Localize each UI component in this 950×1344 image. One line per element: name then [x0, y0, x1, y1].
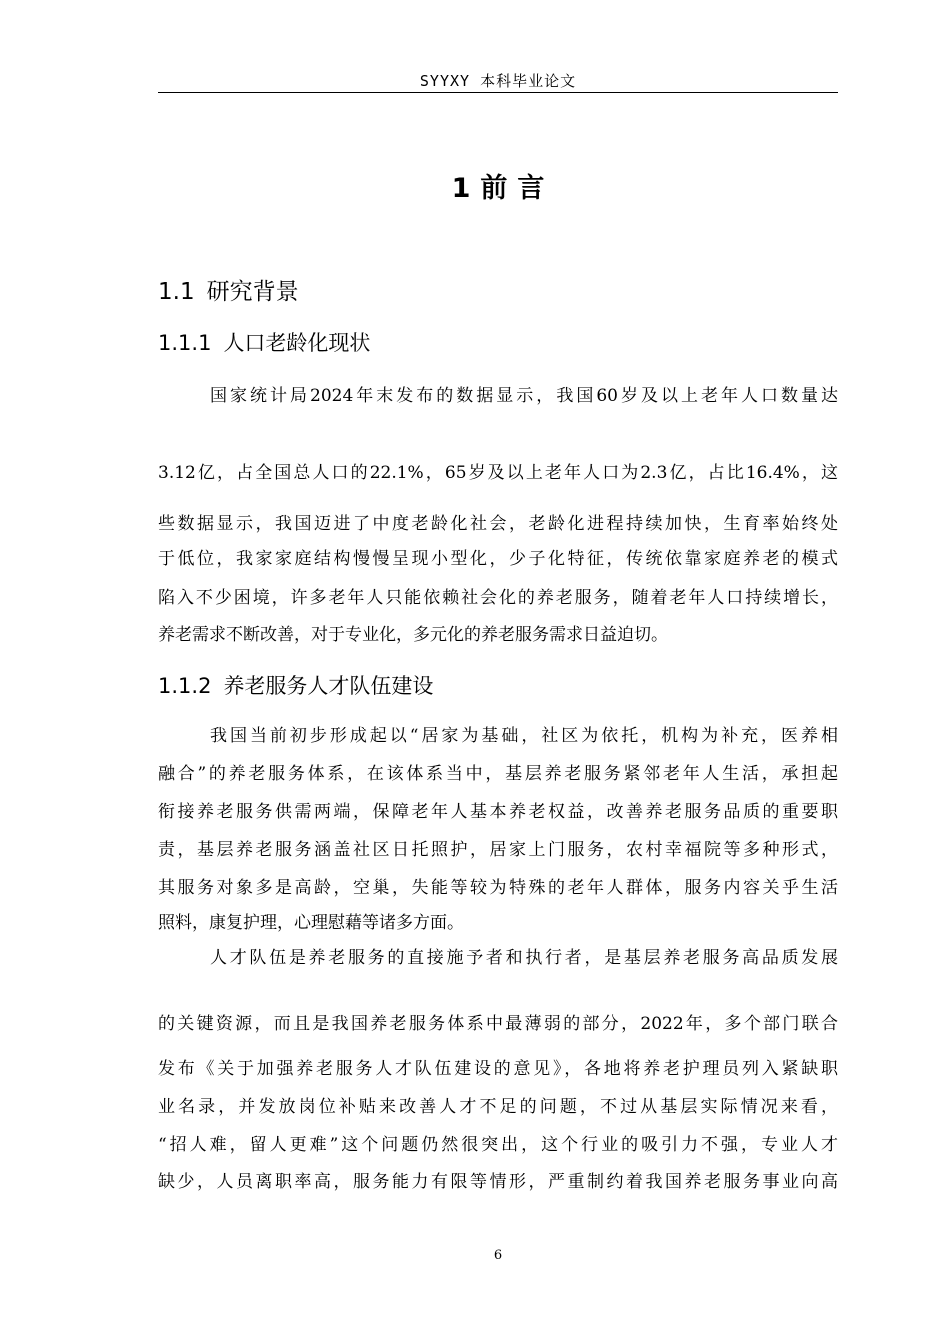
section-heading-1-1-2	[158, 670, 433, 700]
paragraph-1-line: 陷入不少困境，许多老年人只能依赖社会化的养老服务，随着老年人口持续增长，	[158, 588, 838, 608]
chapter-title-char-1: 前	[480, 173, 508, 204]
section-number: 1.1	[158, 279, 195, 305]
section-number: 1.1.2	[158, 674, 212, 698]
paragraph-1-line: 于低位，我家家庭结构慢慢呈现小型化，少子化特征，传统依靠家庭养老的模式	[158, 549, 838, 569]
page-number: 6	[493, 1248, 503, 1263]
section-title: 研究背景	[206, 279, 299, 305]
paragraph-2-line: 我国当前初步形成起以“居家为基础，社区为依托，机构为补充，医养相	[210, 726, 838, 746]
paragraph-2-line: 融合”的养老服务体系，在该体系当中，基层养老服务紧邻老年人生活，承担起	[158, 764, 838, 784]
running-header: SYYXY 本科毕业论文	[419, 72, 577, 90]
header-rule	[158, 92, 838, 93]
paragraph-3-line: 缺少，人员离职率高，服务能力有限等情形，严重制约着我国养老服务事业向高	[158, 1172, 838, 1192]
section-heading-1-1-1	[158, 327, 370, 357]
section-number: 1.1.1	[158, 331, 212, 355]
section-title: 人口老龄化现状	[223, 331, 371, 355]
paragraph-3-line: 的关键资源，而且是我国养老服务体系中最薄弱的部分，2022年，多个部门联合	[158, 1014, 838, 1034]
chapter-number: 1	[451, 173, 471, 204]
paragraph-3-line: 发布《关于加强养老服务人才队伍建设的意见》，各地将养老护理员列入紧缺职	[158, 1059, 838, 1079]
paragraph-1-line: 养老需求不断改善，对于专业化，多元化的养老服务需求日益迫切。	[158, 625, 668, 645]
chapter-title	[158, 166, 838, 205]
paragraph-2-line: 照料，康复护理，心理慰藉等诸多方面。	[158, 913, 464, 933]
paragraph-3-line: “招人难，留人更难”这个问题仍然很突出，这个行业的吸引力不强，专业人才	[158, 1135, 838, 1155]
paragraph-2-line: 责，基层养老服务涵盖社区日托照护，居家上门服务，农村幸福院等多种形式，	[158, 840, 838, 860]
paragraph-2-line: 衔接养老服务供需两端，保障老年人基本养老权益，改善养老服务品质的重要职	[158, 802, 838, 822]
paragraph-2-line: 其服务对象多是高龄，空巢，失能等较为特殊的老年人群体，服务内容关乎生活	[158, 878, 838, 898]
paragraph-1-line: 3.12亿，占全国总人口的22.1%，65岁及以上老年人口为2.3亿，占比16.4%，这	[158, 463, 838, 483]
section-heading-1-1	[158, 273, 299, 306]
paragraph-3-line: 业名录，并发放岗位补贴来改善人才不足的问题，不过从基层实际情况来看，	[158, 1097, 838, 1117]
paragraph-1-line: 些数据显示，我国迈进了中度老龄化社会，老龄化进程持续加快，生育率始终处	[158, 514, 838, 534]
chapter-title-char-2: 言	[517, 173, 545, 204]
paragraph-1-line: 国家统计局2024年末发布的数据显示，我国60岁及以上老年人口数量达	[210, 386, 838, 406]
section-title: 养老服务人才队伍建设	[223, 674, 434, 698]
paragraph-3-line: 人才队伍是养老服务的直接施予者和执行者，是基层养老服务高品质发展	[210, 948, 838, 968]
